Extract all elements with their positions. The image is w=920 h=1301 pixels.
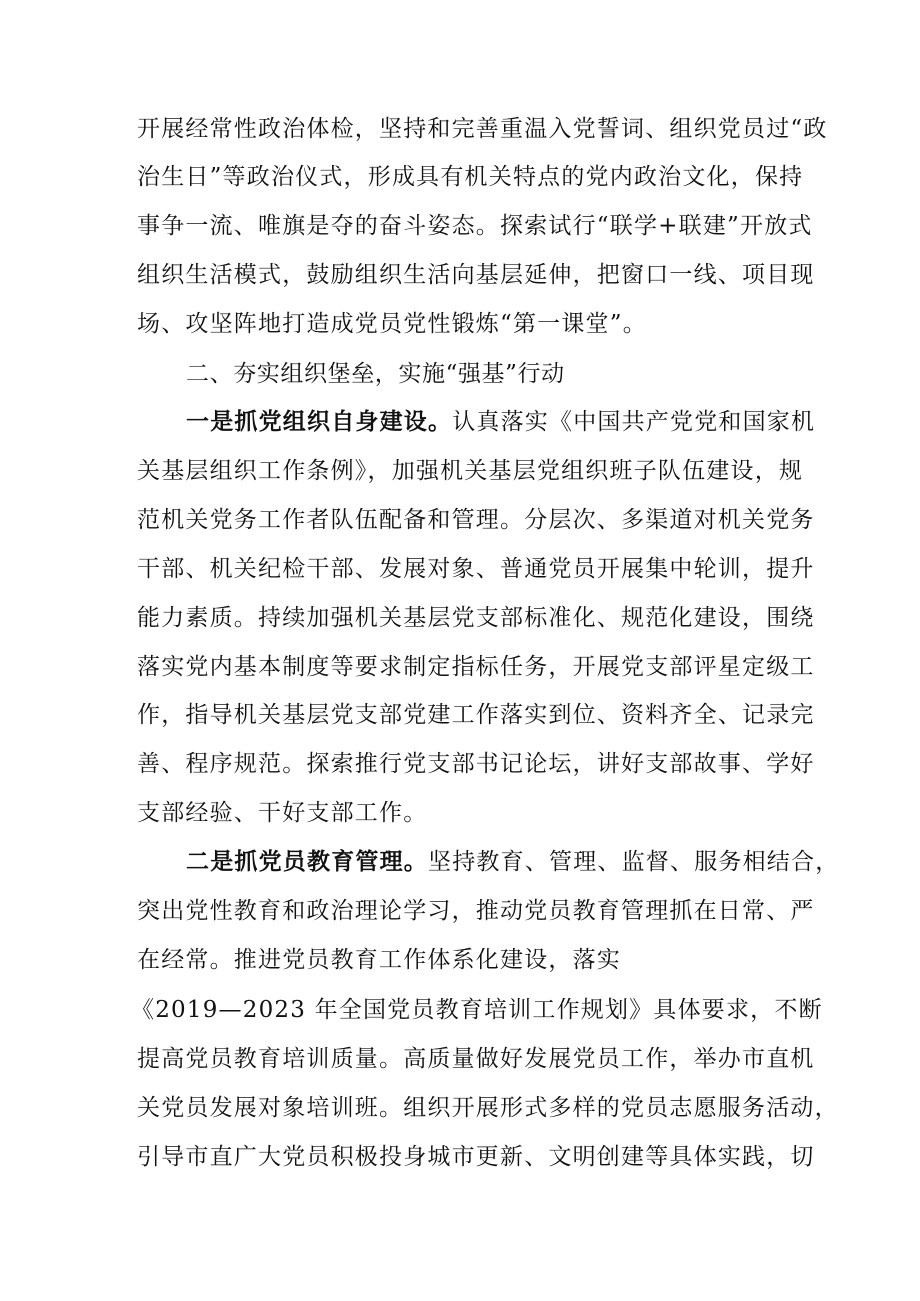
body-text-line: 治生日”等政治仪式，形成具有机关特点的党内政治文化，保持 xyxy=(137,164,804,190)
paragraph-first-line xyxy=(186,407,816,437)
body-text-line: 开展经常性政治体检，坚持和完善重温入党誓词、组织党员过“政 xyxy=(137,116,828,142)
paragraph-first-rest: 认真落实《中国共产党党和国家机 xyxy=(452,409,816,435)
body-text-line: 提高党员教育培训质量。高质量做好发展党员工作，举办市直机 xyxy=(137,1046,815,1072)
body-text-line: 关党员发展对象培训班。组织开展形式多样的党员志愿服务活动， xyxy=(137,1095,839,1121)
body-text-line: 引导市直广大党员积极投身城市更新、文明创建等具体实践，切 xyxy=(137,1144,815,1170)
body-text-line: 突出党性教育和政治理论学习，推动党员教育管理抓在日常、严 xyxy=(137,898,815,924)
section-heading: 二、夯实组织堡垒，实施“强基”行动 xyxy=(186,361,565,387)
paragraph-first-line xyxy=(186,847,840,877)
body-text-line: 场、攻坚阵地打造成党员党性锻炼“第一课堂”。 xyxy=(137,311,647,337)
body-text-line: 关基层组织工作条例》，加强机关基层党组织班子队伍建设，规 xyxy=(137,458,804,484)
body-text-line: 干部、机关纪检干部、发展对象、普通党员开展集中轮训，提升 xyxy=(137,556,815,582)
paragraph-lead: 二是抓党员教育管理。 xyxy=(186,848,428,875)
body-text-line: 落实党内基本制度等要求制定指标任务，开展党支部评星定级工 xyxy=(137,654,815,680)
body-text-line: 能力素质。持续加强机关基层党支部标准化、规范化建设，围绕 xyxy=(137,605,815,631)
body-text-line: 在经常。推进党员教育工作体系化建设，落实 xyxy=(137,947,621,973)
paragraph-lead: 一是抓党组织自身建设。 xyxy=(186,408,453,435)
paragraph-first-rest: 坚持教育、管理、监督、服务相结合， xyxy=(428,849,840,875)
body-text-line: 组织生活模式，鼓励组织生活向基层延伸，把窗口一线、项目现 xyxy=(137,262,815,288)
body-text-line: 作，指导机关基层党支部党建工作落实到位、资料齐全、记录完 xyxy=(137,702,815,728)
body-text-line: 范机关党务工作者队伍配备和管理。分层次、多渠道对机关党务 xyxy=(137,507,815,533)
body-text-line: 事争一流、唯旗是夺的奋斗姿态。探索试行“联学+联建”开放式 xyxy=(137,213,813,239)
body-text-line: 善、程序规范。探索推行党支部书记论坛，讲好支部故事、学好 xyxy=(137,751,815,777)
body-text-line: 《2019—2023 年全国党员教育培训工作规划》具体要求，不断 xyxy=(131,997,823,1023)
body-text-line: 支部经验、干好支部工作。 xyxy=(137,800,428,826)
